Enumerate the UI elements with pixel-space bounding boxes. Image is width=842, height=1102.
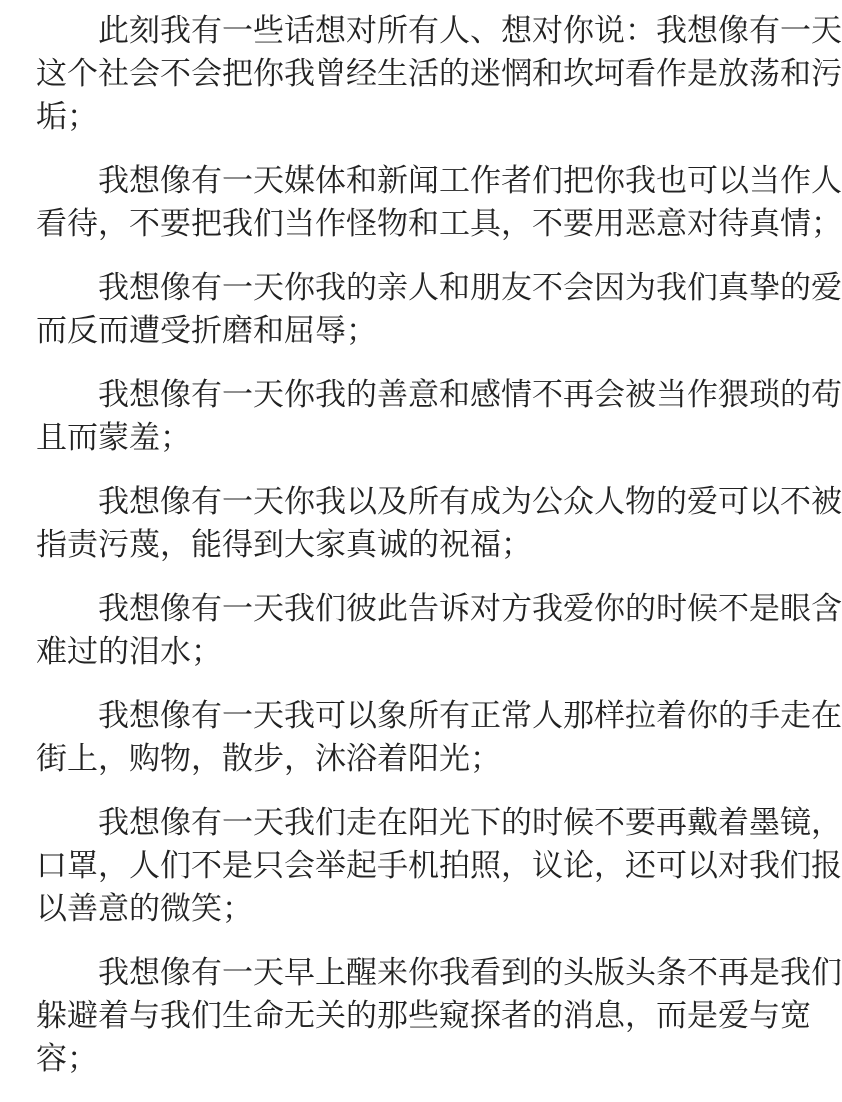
text-line: 躲避着与我们生命无关的那些窥探者的消息，而是爱与宽 [36, 998, 811, 1034]
paragraph [36, 481, 842, 567]
text-line: 街上，购物，散步，沐浴着阳光； [36, 741, 501, 777]
text-line: 垢； [36, 99, 98, 135]
text-line: 我想像有一天你我的亲人和朋友不会因为我们真挚的爱 [98, 270, 842, 306]
paragraph [36, 267, 842, 353]
text-line: 我想像有一天你我以及所有成为公众人物的爱可以不被 [98, 484, 842, 520]
paragraph [36, 695, 842, 781]
paragraph [36, 374, 842, 460]
text-line: 容； [36, 1041, 98, 1077]
text-line: 我想像有一天你我的善意和感情不再会被当作猥琐的苟 [98, 377, 842, 413]
document-body [36, 10, 842, 1102]
text-line: 我想像有一天早上醒来你我看到的头版头条不再是我们 [98, 955, 842, 991]
text-line: 指责污蔑，能得到大家真诚的祝福； [36, 527, 532, 563]
paragraph [36, 952, 842, 1081]
paragraph [36, 802, 842, 931]
paragraph [36, 10, 842, 139]
text-line: 以善意的微笑； [36, 891, 253, 927]
text-line: 我想像有一天我们彼此告诉对方我爱你的时候不是眼含 [98, 591, 842, 627]
text-line: 而反而遭受折磨和屈辱； [36, 313, 377, 349]
paragraph [36, 588, 842, 674]
text-line: 我想像有一天我可以象所有正常人那样拉着你的手走在 [98, 698, 842, 734]
text-line: 且而蒙羞； [36, 420, 191, 456]
text-line: 我想像有一天我们走在阳光下的时候不要再戴着墨镜， [98, 805, 842, 841]
text-line: 口罩，人们不是只会举起手机拍照，议论，还可以对我们报 [36, 848, 842, 884]
text-line: 此刻我有一些话想对所有人、想对你说：我想像有一天 [98, 13, 842, 49]
text-line: 这个社会不会把你我曾经生活的迷惘和坎坷看作是放荡和污 [36, 56, 842, 92]
paragraph [36, 160, 842, 246]
text-line: 我想像有一天媒体和新闻工作者们把你我也可以当作人 [98, 163, 842, 199]
text-line: 看待，不要把我们当作怪物和工具，不要用恶意对待真情； [36, 206, 842, 242]
text-line: 难过的泪水； [36, 634, 222, 670]
